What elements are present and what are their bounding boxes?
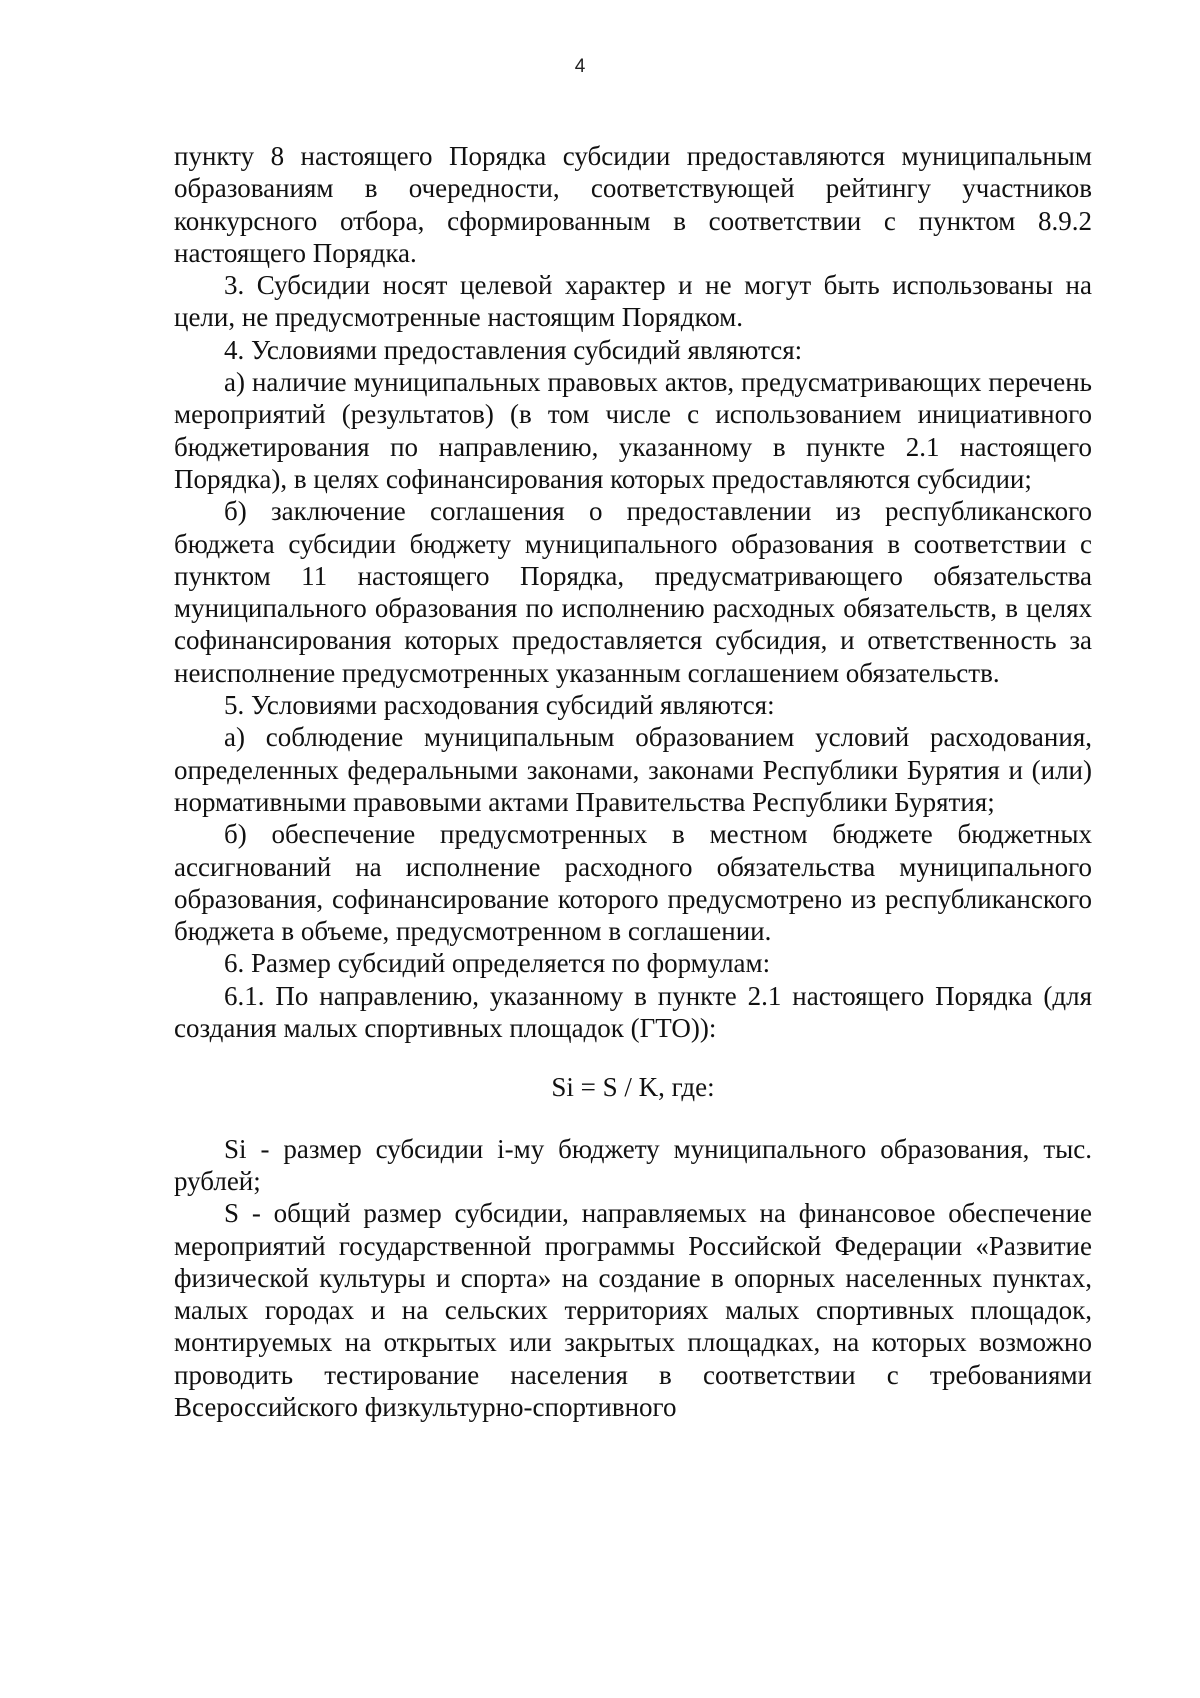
formula: Si = S / K, где: (551, 1072, 715, 1103)
paragraph-clause-6-1: 6.1. По направлению, указанному в пункте 2.1 настоящего Порядка (для создания малых спортивных площадок (ГТО)): (174, 980, 1092, 1044)
paragraph-clause-5: 5. Условиями расходования субсидий являются: (224, 690, 775, 721)
paragraph-clause-4a: а) наличие муниципальных правовых актов, предусматривающих перечень мероприятий (результатов) (в том числе с использованием инициативного бюджетирования по направлению, указанному в пункте 2.1 настоящего Порядка), в целях софинансирования которых предоставляются субсидии; (174, 367, 1092, 494)
paragraph-clause-3: 3. Субсидии носят целевой характер и не могут быть использованы на цели, не предусмотренные настоящим Порядком. (174, 270, 1092, 333)
paragraph-clause-4: 4. Условиями предоставления субсидий являются: (224, 334, 803, 365)
document-body (174, 140, 1092, 1423)
paragraph-clause-6: 6. Размер субсидий определяется по формулам: (224, 948, 771, 979)
paragraph-definition-s: S - общий размер субсидии, направляемых на финансовое обеспечение мероприятий государственной программы Российской Федерации «Развитие физической культуры и спорта» на создание в опорных населенных пунктах, малых городах и на сельских территориях малых спортивных площадок, монтируемых на открытых или закрытых площадках, на которых возможно проводить тестирование населения в соответствии с требованиями Всероссийского физкультурно-спортивного (174, 1198, 1092, 1422)
paragraph-clause-4b: б) заключение соглашения о предоставлении из республиканского бюджета субсидии бюджету муниципального образования в соответствии с пунктом 11 настоящего Порядка, предусматривающего обязательства муниципального образования по исполнению расходных обязательств, в целях софинансирования которых предоставляется субсидия, и ответственность за неисполнение предусмотренных указанным соглашением обязательств. (174, 496, 1092, 688)
paragraph-clause-5a: а) соблюдение муниципальным образованием условий расходования, определенных федеральными законами, законами Республики Бурятия и (или) нормативными правовыми актами Правительства Республики Бурятия; (174, 722, 1092, 817)
page-number: 4 (574, 56, 586, 77)
paragraph-continuation: пункту 8 настоящего Порядка субсидии предоставляются муниципальным образованиям в очередности, соответствующей рейтингу участников конкурсного отбора, сформированным в соответствии с пунктом 8.9.2 настоящего Порядка. (174, 141, 1092, 268)
paragraph-definition-si: Si - размер субсидии i-му бюджету муниципального образования, тыс. рублей; (174, 1133, 1092, 1196)
paragraph-clause-5b: б) обеспечение предусмотренных в местном бюджете бюджетных ассигнований на исполнение расходного обязательства муниципального образования, софинансирование которого предусмотрено из республиканского бюджета в объеме, предусмотренном в соглашении. (174, 819, 1092, 947)
